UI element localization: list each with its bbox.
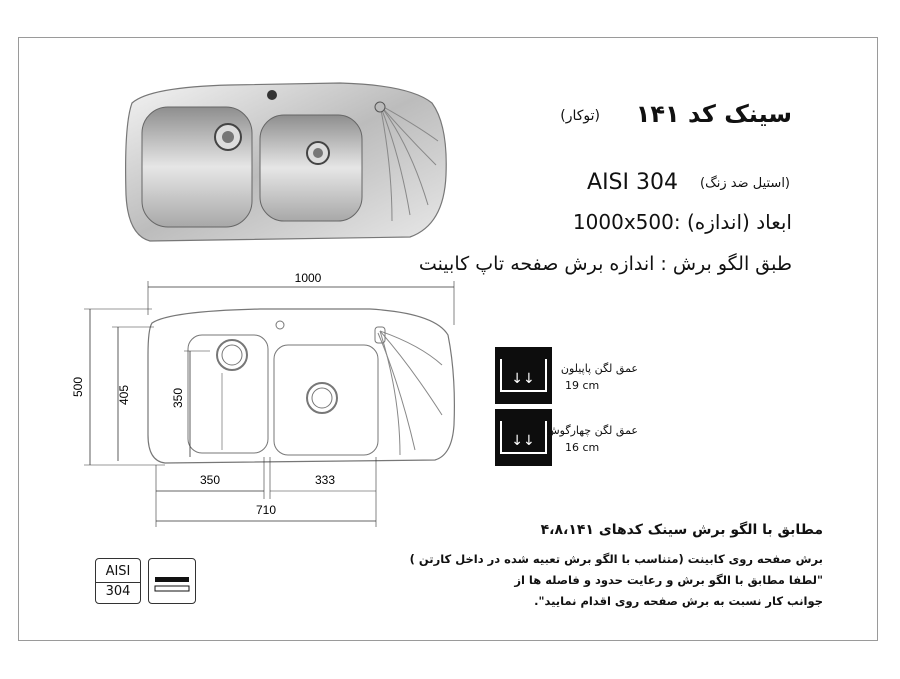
sink-photo [110, 65, 460, 247]
depth-label-round: عمق لگن پاپیلون [560, 362, 638, 375]
technical-drawing [70, 265, 470, 535]
aisi-badge-top: AISI [105, 564, 131, 579]
dim-left-bowl: 350 [199, 473, 221, 487]
svg-text:↓↓: ↓↓ [511, 433, 535, 449]
aisi-badge-bottom: 304 [96, 582, 140, 600]
material-desc: (استیل ضد زنگ) [700, 176, 790, 191]
dimensions-label: 1000x500: ابعاد (اندازه) [572, 210, 792, 234]
dim-width-total: 1000 [294, 271, 322, 285]
depth-value-square: 16 cm [565, 441, 600, 454]
product-title-sub: (توکار) [560, 108, 600, 124]
svg-text:↓↓: ↓↓ [511, 371, 535, 387]
dim-height-total: 500 [71, 376, 85, 398]
dim-right-bowl: 333 [314, 473, 336, 487]
cut-template-label: طبق الگو برش : اندازه برش صفحه تاپ کابینت [418, 253, 792, 275]
dim-height-inner: 405 [117, 384, 131, 406]
note-line: برش صفحه روی کابینت (متناسب با الگو برش تعبیه شده در داخل کارتن ) [409, 552, 823, 566]
cutout-icon [148, 558, 196, 604]
note-line: "لطفا مطابق با الگو برش و رعایت حدود و فاصله ها از [514, 573, 823, 587]
dim-bowl-height: 350 [171, 387, 185, 409]
dim-bowls-total: 710 [255, 503, 277, 517]
depth-icon-square [495, 409, 552, 466]
material-code: AISI 304 [587, 170, 678, 195]
depth-value-round: 19 cm [565, 379, 600, 392]
notes-heading: مطابق با الگو برش سینک کدهای ۴،۸،۱۴۱ [540, 522, 823, 538]
depth-icon-round [495, 347, 552, 404]
product-title: سینک کد ۱۴۱ [635, 100, 792, 128]
depth-label-square: عمق لگن چهارگوش [546, 424, 638, 437]
note-line: جوانب کار نسبت به برش صفحه روی اقدام نمایید". [534, 594, 823, 608]
aisi-badge [95, 558, 141, 604]
